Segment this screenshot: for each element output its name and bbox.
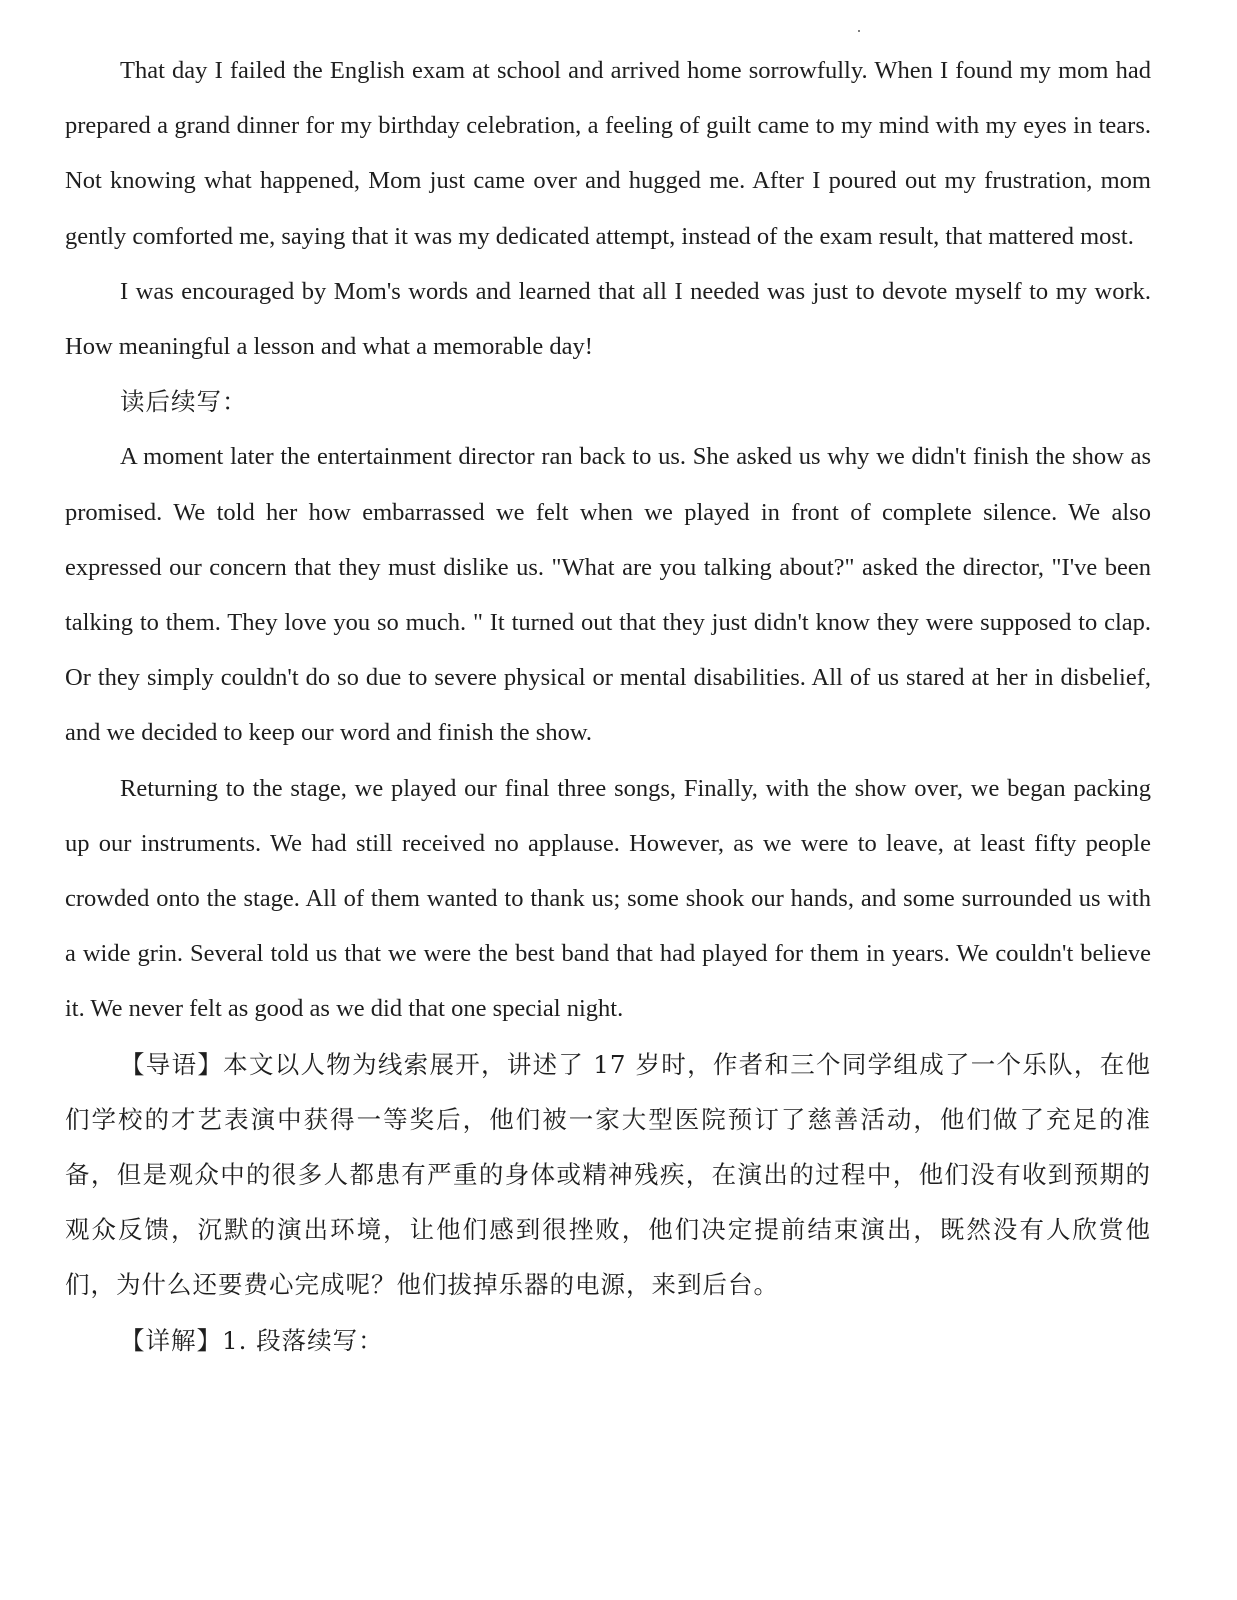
paragraph-final-songs: Returning to the stage, we played our final three songs, Finally, with the show over, we began packing up our instruments. We had still received no applause. However, as we were to leave, at least fifty people crowded onto the stage. All of them wanted to thank us; some shook our hands, and some surrounded us with a wide grin. Several told us that we were the best band that had played for them in years. We couldn't believe it. We never felt as good as we did that one special night. [65, 774, 1151, 1023]
scan-speck [858, 30, 860, 32]
detail-line: 【详解】1. 段落续写： [120, 1325, 384, 1355]
paragraph-lesson: I was encouraged by Mom's words and learned that all I needed was just to devote myself to my work. How meaningful a lesson and what a memorable day! [65, 277, 1151, 361]
paragraph-intro: 【导语】本文以人物为线索展开，讲述了 17 岁时，作者和三个同学组成了一个乐队，在他们学校的才艺表演中获得一等奖后，他们被一家大型医院预订了慈善活动，他们做了充足的准备，但是观众中的很多人都患有严重的身体或精神残疾，在演出的过程中，他们没有收到预期的观众反馈，沉默的演出环境，让他们感到很挫败，他们决定提前结束演出，既然没有人欣赏他们，为什么还要费心完成呢？他们拔掉乐器的电源，来到后台。 [65, 1049, 1151, 1300]
section-heading: 读后续写： [120, 387, 248, 417]
paragraph-exam-story: That day I failed the English exam at school and arrived home sorrowfully. When I found my mom had prepared a grand dinner for my birthday celebration, a feeling of guilt came to my mind with my eyes in tears. Not knowing what happened, Mom just came over and hugged me. After I poured out my frustration, mom gently comforted me, saying that it was my dedicated attempt, instead of the exam result, that mattered most. [65, 57, 1151, 250]
document-page [65, 43, 1151, 1368]
paragraph-director: A moment later the entertainment director ran back to us. She asked us why we didn't finish the show as promised. We told her how embarrassed we felt when we played in front of complete silence. We also expressed our concern that they must dislike us. "What are you talking about?" asked the director, "I've been talking to them. They love you so much. " It turned out that they just didn't know they were supposed to clap. Or they simply couldn't do so due to severe physical or mental disabilities. All of us stared at her in disbelief, and we decided to keep our word and finish the show. [65, 443, 1151, 747]
